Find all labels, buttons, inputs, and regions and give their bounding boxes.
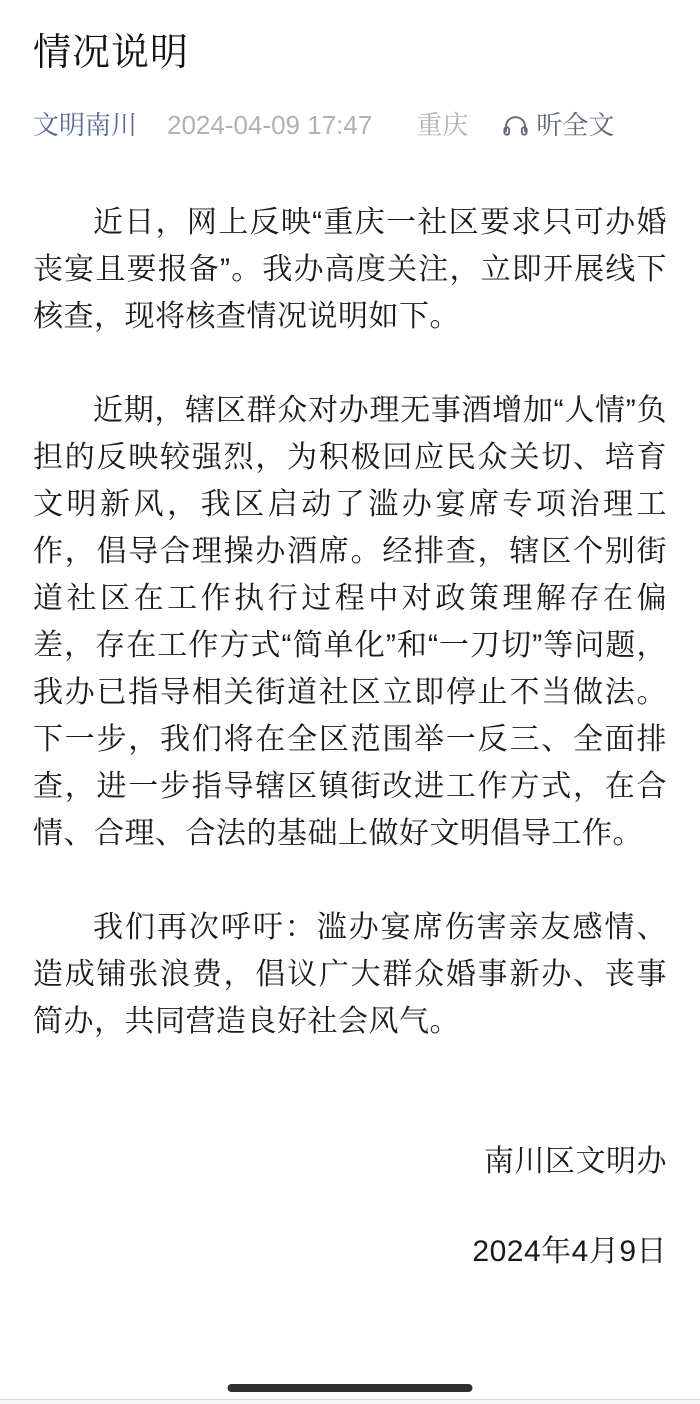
article-title: 情况说明	[33, 32, 190, 74]
publish-location: 重庆	[416, 110, 469, 140]
bottom-divider	[0, 1399, 700, 1404]
publish-datetime: 2024-04-09 17:47	[167, 110, 373, 140]
listen-full-text-button[interactable]	[502, 108, 614, 142]
headphones-icon	[502, 114, 536, 137]
account-name-link[interactable]: 文明南川	[33, 110, 138, 140]
listen-label: 听全文	[536, 110, 615, 140]
signature-date: 2024年4月9日	[472, 1235, 667, 1268]
paragraph-1: 近日，网上反映“重庆一社区要求只可办婚丧宴且要报备”。我办高度关注，立即开展线下核查，现将核查情况说明如下。	[33, 206, 667, 333]
article-body	[33, 199, 667, 1275]
paragraph-3: 我们再次呼吁：滥办宴席伤害亲友感情、造成铺张浪费，倡议广大群众婚事新办、丧事简办，共同营造良好社会风气。	[33, 911, 667, 1038]
paragraph-2: 近期，辖区群众对办理无事酒增加“人情”负担的反映较强烈，为积极回应民众关切、培育文明新风，我区启动了滥办宴席专项治理工作，倡导合理操办酒席。经排查，辖区个别街道社区在工作执行过程中对政策理解存在偏差，存在工作方式“简单化”和“一刀切”等问题，我办已指导相关街道社区立即停止不当做法。下一步，我们将在全区范围举一反三、全面排查，进一步指导辖区镇街改进工作方式，在合情、合理、合法的基础上做好文明倡导工作。	[33, 394, 667, 850]
home-indicator-bar[interactable]	[228, 1384, 473, 1392]
signature-office: 南川区文明办	[484, 1145, 667, 1178]
article-meta-row	[33, 108, 667, 142]
